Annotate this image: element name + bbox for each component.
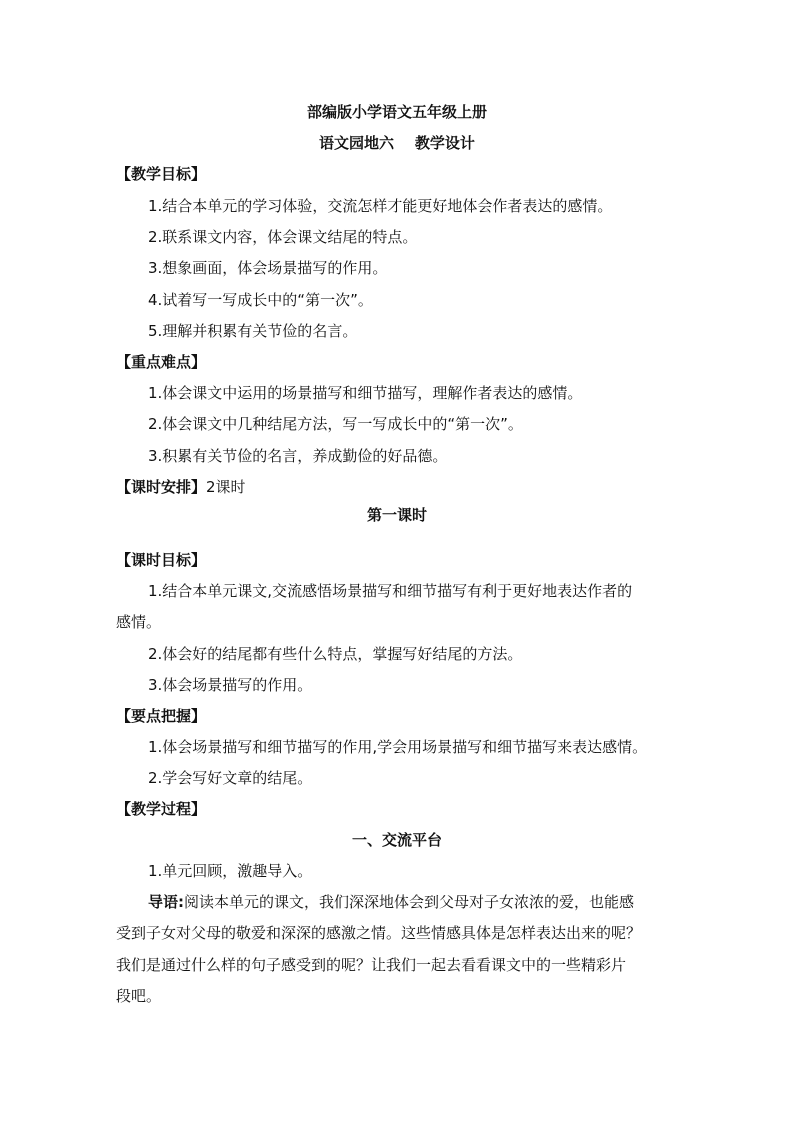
teaching-goal-1: 1.结合本单元的学习体验，交流怎样才能更好地体会作者表达的感情。 <box>148 197 613 215</box>
key-point-2: 2.体会课文中几种结尾方法，写一写成长中的“第一次”。 <box>148 415 523 433</box>
lesson-goal-2: 2.体会好的结尾都有些什么特点，掌握写好结尾的方法。 <box>148 645 523 663</box>
teaching-goal-3: 3.想象画面，体会场景描写的作用。 <box>148 259 388 277</box>
lesson-goals-heading: 【课时目标】 <box>116 551 207 569</box>
essential-2: 2.学会写好文章的结尾。 <box>148 769 313 787</box>
guide-text-1: 阅读本单元的课文，我们深深地体会到父母对子女浓浓的爱，也能感 <box>184 893 635 911</box>
lesson-goal-1-line-2: 感情。 <box>116 613 162 631</box>
process-heading: 【教学过程】 <box>116 800 207 818</box>
teaching-goals-heading: 【教学目标】 <box>116 165 207 183</box>
lesson-one-title: 第一课时 <box>366 506 427 524</box>
process-part-title: 一、交流平台 <box>351 831 442 849</box>
guide-label: 导语: <box>148 893 184 911</box>
key-point-1: 1.体会课文中运用的场景描写和细节描写，理解作者表达的感情。 <box>148 384 583 402</box>
document-subtitle: 语文园地六 教学设计 <box>319 134 475 152</box>
lesson-goal-1-line-1: 1.结合本单元课文,交流感悟场景描写和细节描写有利于更好地表达作者的 <box>148 582 633 600</box>
lesson-goal-3: 3.体会场景描写的作用。 <box>148 676 313 694</box>
schedule-line <box>116 477 246 497</box>
teaching-goal-5: 5.理解并积累有关节俭的名言。 <box>148 322 358 340</box>
essentials-heading: 【要点把握】 <box>116 707 207 725</box>
teaching-goal-4: 4.试着写一写成长中的“第一次”。 <box>148 291 373 309</box>
key-points-heading: 【重点难点】 <box>116 353 207 371</box>
schedule-heading: 【课时安排】 <box>116 478 207 496</box>
guide-line-1 <box>148 892 634 912</box>
teaching-goal-2: 2.联系课文内容，体会课文结尾的特点。 <box>148 228 418 246</box>
document-title: 部编版小学语文五年级上册 <box>306 103 487 121</box>
guide-line-3: 我们是通过什么样的句子感受到的呢？让我们一起去看看课文中的一些精彩片 <box>116 956 627 974</box>
guide-line-2: 受到子女对父母的敬爱和深深的感激之情。这些情感具体是怎样表达出来的呢？ <box>116 924 642 942</box>
process-step-1: 1.单元回顾，激趣导入。 <box>148 862 313 880</box>
guide-line-4: 段吧。 <box>116 987 162 1005</box>
schedule-value: 2课时 <box>206 478 246 496</box>
essential-1: 1.体会场景描写和细节描写的作用,学会用场景描写和细节描写来表达感情。 <box>148 738 648 756</box>
key-point-3: 3.积累有关节俭的名言，养成勤俭的好品德。 <box>148 447 448 465</box>
